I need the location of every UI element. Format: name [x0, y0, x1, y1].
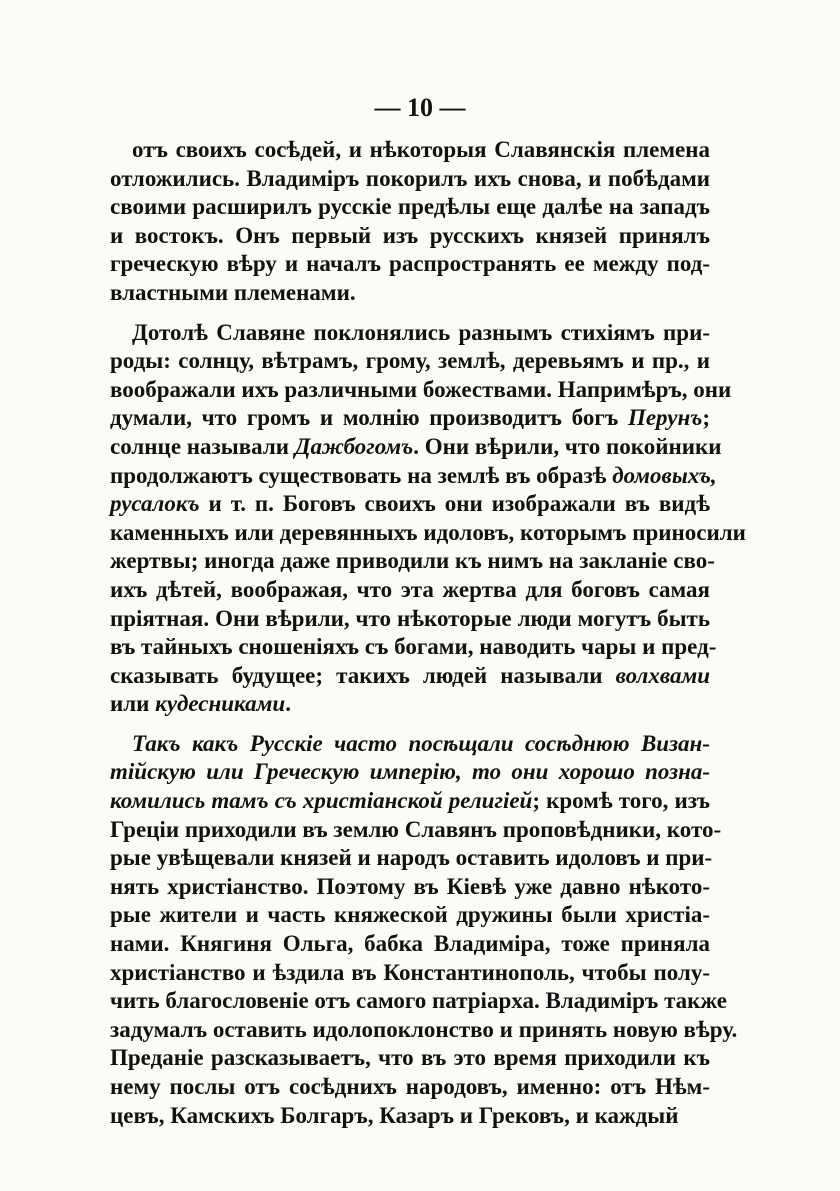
text-line	[110, 1102, 710, 1131]
italic-run: тійскую или Греческую имперію, то они хорошо позна-	[110, 759, 710, 785]
text-line	[110, 433, 722, 462]
text-run: отъ своихъ сосѣдей, и нѣкоторыя Славянскія племена	[132, 137, 710, 162]
text-run: .	[285, 691, 291, 717]
text-line	[110, 490, 710, 519]
text-line	[110, 576, 710, 605]
text-line	[110, 844, 713, 873]
text-run: или	[110, 691, 156, 717]
text-line	[110, 959, 710, 988]
text-line	[110, 347, 710, 376]
italic-run: волхвами	[615, 662, 710, 688]
text-line	[110, 633, 717, 662]
text-run: отложились. Владиміръ покорилъ ихъ снова, и побѣдами	[110, 165, 710, 191]
text-run: Греціи приходили въ землю Славянъ проповѣдники, кото-	[110, 816, 722, 842]
text-line	[110, 1044, 710, 1073]
italic-run: кудесниками	[155, 691, 286, 717]
text-run: думали, что громъ и молнію производитъ богъ	[110, 405, 628, 431]
text-line	[110, 787, 710, 816]
page-number: — 10 —	[374, 93, 466, 122]
text-line	[110, 873, 710, 902]
text-run: цевъ, Камскихъ Болгаръ, Казаръ и Грековъ, и каждый	[110, 1102, 679, 1128]
italic-run: русалокъ	[110, 491, 200, 517]
text-run: нять христіанство. Поэтому въ Кіевѣ уже давно нѣкото-	[110, 873, 710, 899]
text-line	[110, 165, 710, 194]
italic-run: домовыхъ,	[612, 462, 717, 488]
text-line	[110, 816, 722, 845]
text-line	[110, 519, 746, 548]
text-run: нему послы отъ сосѣднихъ народовъ, именно: отъ Нѣм-	[110, 1074, 710, 1099]
text-run: ;	[702, 405, 710, 431]
italic-run: Такъ какъ Русскіе часто посѣщали сосѣднюю Визан-	[132, 730, 710, 756]
italic-run: Дажбогомъ	[294, 433, 414, 459]
text-line	[110, 376, 732, 405]
text-run: нами. Княгиня Ольга, бабка Владиміра, тоже приняла	[110, 931, 710, 957]
text-line	[110, 319, 710, 348]
text-run: Преданіе разсказываетъ, что въ это время приходили къ	[110, 1045, 710, 1071]
text-run: воображали ихъ различными божествами. Напримѣръ, они	[110, 376, 732, 402]
text-run: роды: солнцу, вѣтрамъ, грому, землѣ, деревьямъ и пр., и	[110, 348, 710, 374]
text-line	[110, 462, 717, 491]
text-line	[110, 901, 710, 930]
text-line	[110, 1073, 710, 1102]
text-line	[110, 662, 710, 691]
text-run: въ тайныхъ сношеніяхъ съ богами, наводить чары и пред-	[110, 634, 717, 660]
text-run: греческую вѣру и началъ распространять ее между под-	[110, 251, 710, 277]
text-run: христіанство и ѣздила въ Константинополь, чтобы полу-	[110, 959, 710, 985]
paragraph	[110, 730, 738, 1130]
text-line	[110, 222, 710, 251]
text-run: продолжаютъ существовать на землѣ въ образѣ	[110, 462, 613, 488]
text-line	[110, 136, 710, 165]
text-run: рые жители и часть княжеской дружины были христіа-	[110, 902, 710, 928]
text-run: чить благословеніе отъ самого патріарха. Владиміръ также	[110, 988, 727, 1014]
text-run: задумалъ оставить идолопоклонство и принять новую вѣру.	[110, 1016, 738, 1042]
italic-run: Перунъ	[627, 405, 703, 431]
text-line	[110, 758, 710, 787]
text-line	[110, 690, 710, 719]
paragraph	[110, 136, 710, 308]
text-run: своими расширилъ русскіе предѣлы еще далѣе на западъ	[110, 194, 710, 220]
text-run: каменныхъ или деревянныхъ идоловъ, которымъ приносили	[110, 519, 746, 545]
text-run: . Они вѣрили, что покойники	[413, 433, 722, 459]
text-line	[110, 279, 710, 308]
text-line	[110, 250, 710, 279]
text-run: рые увѣщевали князей и народъ оставить идоловъ и при-	[110, 845, 713, 871]
text-line	[110, 730, 710, 759]
text-line	[110, 1016, 738, 1045]
paragraph	[110, 319, 746, 719]
text-run: жертвы; иногда даже приводили къ нимъ на закланіе сво-	[110, 548, 715, 574]
body-text	[110, 136, 746, 1141]
text-run: пріятная. Они вѣрили, что нѣкоторые люди могутъ быть	[110, 605, 710, 631]
text-run: ; кромѣ того, изъ	[532, 788, 710, 814]
text-line	[110, 930, 710, 959]
text-run: сказывать будущее; такихъ людей называли	[110, 662, 616, 688]
text-line	[110, 547, 715, 576]
text-run: солнце называли	[110, 433, 295, 459]
text-run: ихъ дѣтей, воображая, что эта жертва для боговъ самая	[110, 576, 710, 602]
text-run: Дотолѣ Славяне поклонялись разнымъ стихіямъ при-	[132, 319, 710, 345]
italic-run: комились тамъ съ христіанской религіей	[110, 788, 533, 814]
text-run: и т. п. Боговъ своихъ они изображали въ видѣ	[199, 491, 710, 517]
text-run: и востокъ. Онъ первый изъ русскихъ князей принялъ	[110, 222, 710, 248]
text-line	[110, 404, 710, 433]
text-run: властными племенами.	[110, 279, 356, 305]
text-line	[110, 987, 727, 1016]
text-line	[110, 605, 710, 634]
text-line	[110, 193, 710, 222]
